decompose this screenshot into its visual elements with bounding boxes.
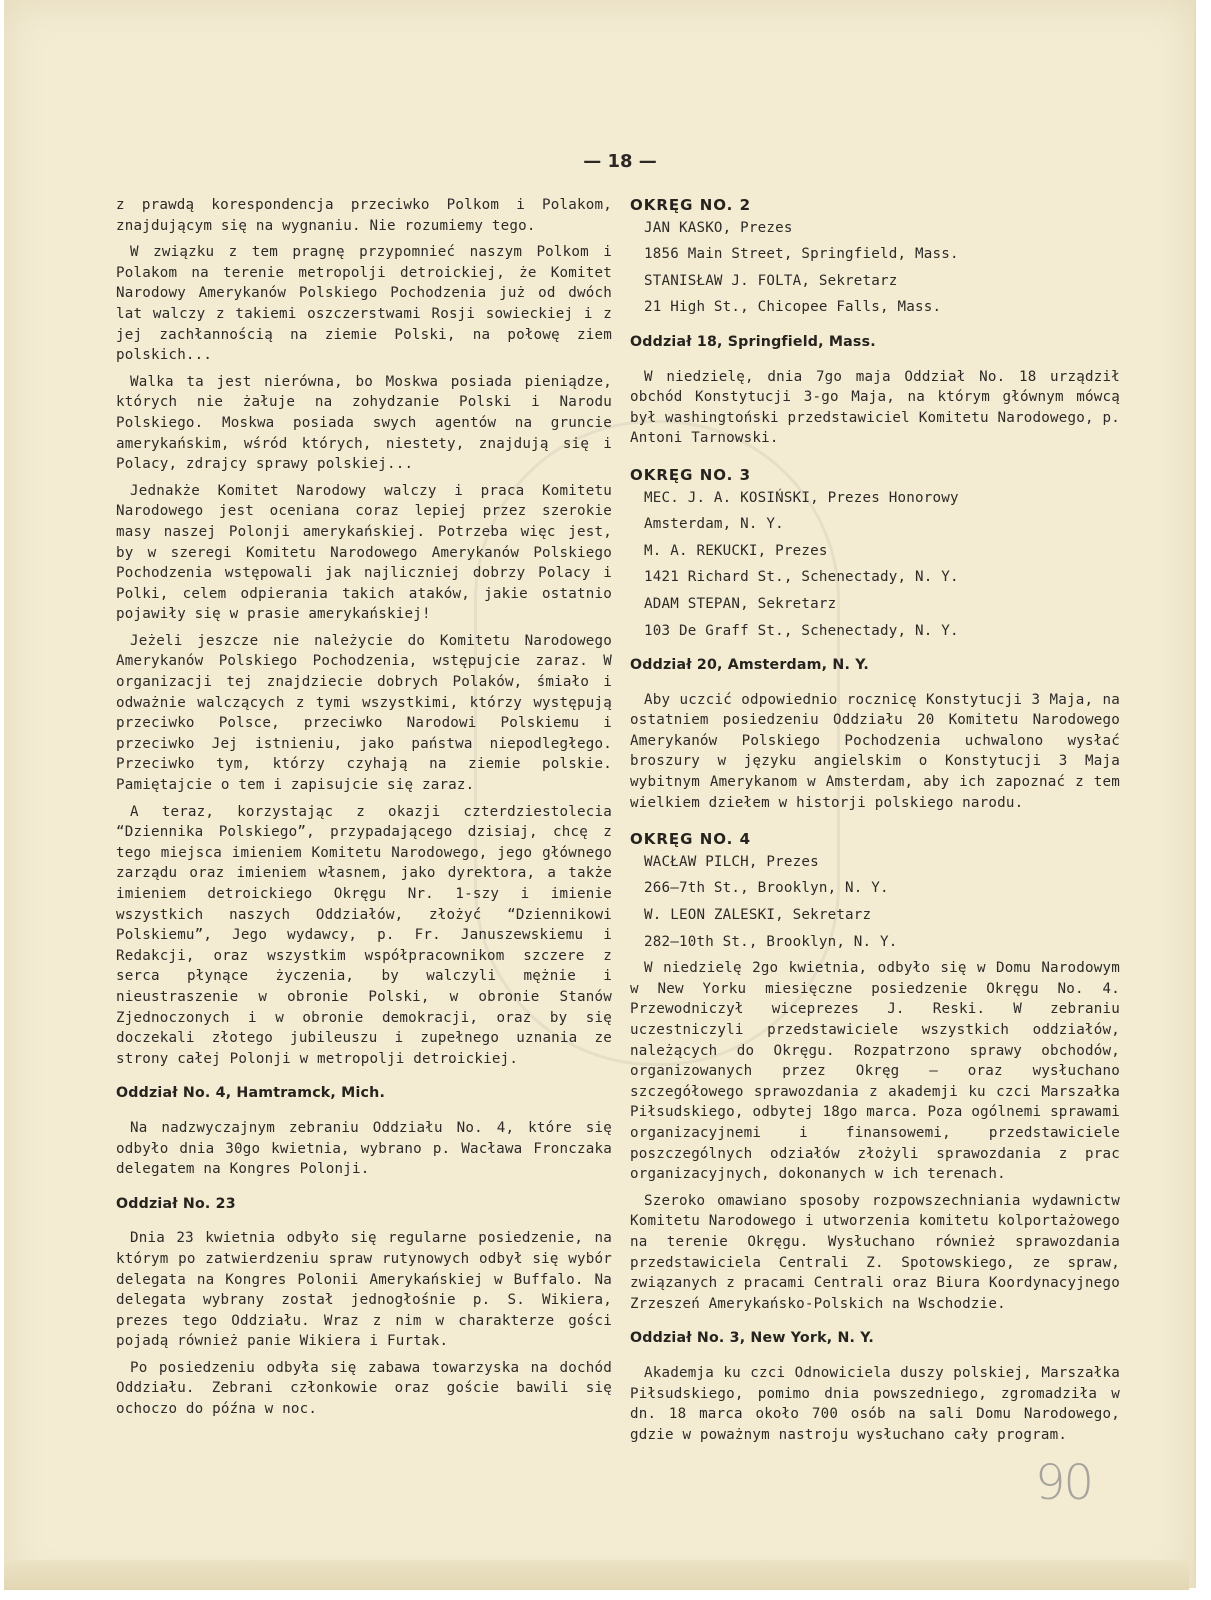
address-line: 1421 Richard St., Schenectady, N. Y. <box>644 569 959 586</box>
district-heading: OKRĘG NO. 4 <box>630 830 752 849</box>
paragraph: Szeroko omawiano sposoby rozpowszechniania wydawnictw Komitetu Narodowego i utworzenia komitetu kolportażowego na terenie Okręgu. Wysłuchano również sprawozdania przedstawiciela Centrali Z. Spotowskiego, ze spraw, związanych z pracami Centrali oraz Biura Koordynacyjnego Zrzeszeń Amerykańsko-Polskich na Wschodzie. <box>630 1192 1120 1312</box>
page-bottom-edge <box>4 1560 1189 1590</box>
handwritten-page-note: 90 <box>1035 1455 1093 1511</box>
officer-line: MEC. J. A. KOSIŃSKI, Prezes Honorowy <box>644 489 959 506</box>
officer-line: M. A. REKUCKI, Prezes <box>644 542 828 559</box>
address-line: Amsterdam, N. Y. <box>644 516 784 533</box>
paragraph: W niedzielę, dnia 7go maja Oddział No. 18 urządził obchód Konstytucji 3-go Maja, na którym głównym mówcą był washingtoński przedstawiciel Komitetu Narodowego, p. Antoni Tarnowski. <box>630 368 1120 447</box>
right-column <box>630 195 1120 1451</box>
paragraph: z prawdą korespondencja przeciwko Polkom i Polakom, znajdującym się na wygnaniu. Nie rozumiemy tego. <box>116 197 612 234</box>
section-heading: Oddział No. 4, Hamtramck, Mich. <box>116 1085 386 1102</box>
section-heading: Oddział No. 3, New York, N. Y. <box>630 1330 874 1347</box>
district-heading: OKRĘG NO. 2 <box>630 196 752 214</box>
address-line: 21 High St., Chicopee Falls, Mass. <box>644 299 942 316</box>
officer-line: STANISŁAW J. FOLTA, Sekretarz <box>644 272 898 289</box>
paragraph: Jednakże Komitet Narodowy walczy i praca Komitetu Narodowego jest oceniana coraz lepiej przez szerokie masy naszej Polonji amerykańskiej. Potrzeba więc jest, by w szeregi Komitetu Narodowego Amerykanów Polskiego Pochodzenia wstępowali jak najliczniej dobrzy Polacy i Polki, celem odpierania takich ataków, jakie ostatnio pojawiły się w prasie amerykańskiej! <box>116 482 612 623</box>
section-heading: Oddział 20, Amsterdam, N. Y. <box>630 657 869 674</box>
paragraph: Walka ta jest nierówna, bo Moskwa posiada pieniądze, których nie żałuje na zohydzanie Polski i Narodu Polskiego. Moskwa posiada swych agentów na gruncie amerykańskim, wśród których, niestety, znajdują się i Polacy, zdrajcy sprawy polskiej... <box>116 373 612 473</box>
paragraph: Na nadzwyczajnym zebraniu Oddziału No. 4, które się odbyło dnia 30go kwietnia, wybrano p. Wacława Fronczaka delegatem na Kongres Polonji. <box>116 1119 612 1178</box>
page-number: — 18 — <box>583 151 657 172</box>
address-line: 1856 Main Street, Springfield, Mass. <box>644 246 959 263</box>
address-line: 266—7th St., Brooklyn, N. Y. <box>644 880 889 897</box>
officer-line: WACŁAW PILCH, Prezes <box>644 853 819 870</box>
left-column <box>116 195 612 1426</box>
paragraph: Jeżeli jeszcze nie należycie do Komitetu Narodowego Amerykanów Polskiego Pochodzenia, wstępujcie zaraz. W organizacji tej znajdziecie dobrych Polaków, śmiało i odważnie walczących z tymi wszystkimi, którzy występują przeciwko Polsce, przeciwko Narodowi Polskiemu i przeciwko Jej istnieniu, jako państwa niepodległego. Przeciwko tym, którzy czyhają na ziemie polskie. Pamiętajcie o tem i zapisujcie się zaraz. <box>116 632 612 794</box>
section-heading: Oddział No. 23 <box>116 1195 236 1212</box>
paragraph: W związku z tem pragnę przypomnieć naszym Polkom i Polakom na terenie metropolji detroickiej, że Komitet Narodowy Amerykanów Polskiego Pochodzenia już od dwóch lat walczy z takiemi oszczerstwami Rosji sowieckiej i z jej zachłannością na ziemie Polski, na połowę ziem polskich... <box>116 244 612 364</box>
paragraph: Akademja ku czci Odnowiciela duszy polskiej, Marszałka Piłsudskiego, pomimo dnia powszedniego, zgromadziła w dn. 18 marca około 700 osób na sali Domu Narodowego, gdzie w poważnym nastroju wysłuchano cały program. <box>630 1364 1120 1443</box>
officer-line: JAN KASKO, Prezes <box>644 219 793 236</box>
paragraph: W niedzielę 2go kwietnia, odbyło się w Domu Narodowym w New Yorku miesięczne posiedzenie Okręgu No. 4. Przewodniczył wiceprezes J. Reski. W zebraniu uczestniczyli przedstawiciele wszystkich oddziałów, należących do Okręgu. Rozpatrzono sprawy obchodów, organizowanych przez Okręg — oraz wysłuchano szczegółowego sprawozdania z akademji ku czci Marszałka Piłsudskiego, odbytej 18go marca. Poza ogólnemi sprawami organizacyjnemi i finansowemi, przedstawiciele poszczególnych odziałów złożyli sprawozdania z prac organizacyjnych, dokonanych w ich terenach. <box>630 960 1120 1183</box>
officer-line: ADAM STEPAN, Sekretarz <box>644 595 837 612</box>
paragraph: Po posiedzeniu odbyła się zabawa towarzyska na dochód Oddziału. Zebrani członkowie oraz goście bawili się ochoczo do późna w noc. <box>116 1359 612 1418</box>
address-line: 282—10th St., Brooklyn, N. Y. <box>644 933 898 950</box>
paragraph: Dnia 23 kwietnia odbyło się regularne posiedzenie, na którym po zatwierdzeniu spraw rutynowych odbył się wybór delegata na Kongres Polonii Amerykańskiej w Buffalo. Na delegata wybrany został jednogłośnie p. S. Wikiera, prezes tego Oddziału. Wraz z nim w charakterze gości pojadą również panie Wikiera i Furtak. <box>116 1230 612 1350</box>
paragraph: A teraz, korzystając z okazji czterdziestolecia “Dziennika Polskiego”, przypadającego dzisiaj, chcę z tego miejsca imieniem Komitetu Narodowego, jego głównego zarządu oraz imieniem własnem, jako dyrektora, a także imieniem detroickiego Okręgu Nr. 1-szy i imienie wszystkich naszych Oddziałów, złożyć “Dziennikowi Polskiemu”, Jego wydawcy, p. Fr. Januszewskiemu i Redakcji, oraz wszystkim współpracownikom szczere z serca płynące życzenia, by walczyli mężnie i nieustraszenie w obronie Polski, w obronie Stanów Zjednoczonych i w obronie demokracji, oraz by się doczekali złotego jubileuszu i zupełnego uznania ze strony całej Polonji w metropolji detroickiej. <box>116 803 612 1067</box>
district-heading: OKRĘG NO. 3 <box>630 465 752 484</box>
section-heading: Oddział 18, Springfield, Mass. <box>630 333 876 350</box>
address-line: 103 De Graff St., Schenectady, N. Y. <box>644 622 959 639</box>
officer-line: W. LEON ZALESKI, Sekretarz <box>644 907 872 924</box>
paragraph: Aby uczcić odpowiednio rocznicę Konstytucji 3 Maja, na ostatniem posiedzeniu Oddziału 20 Komitetu Narodowego Amerykanów Polskiego Pochodzenia uchwalono wysłać broszury w języku angielskim o Konstytucji 3 Maja wybitnym Amerykanom w Amsterdam, aby ich zapoznać z tem wielkiem dziełem w historji polskiego narodu. <box>630 691 1120 811</box>
